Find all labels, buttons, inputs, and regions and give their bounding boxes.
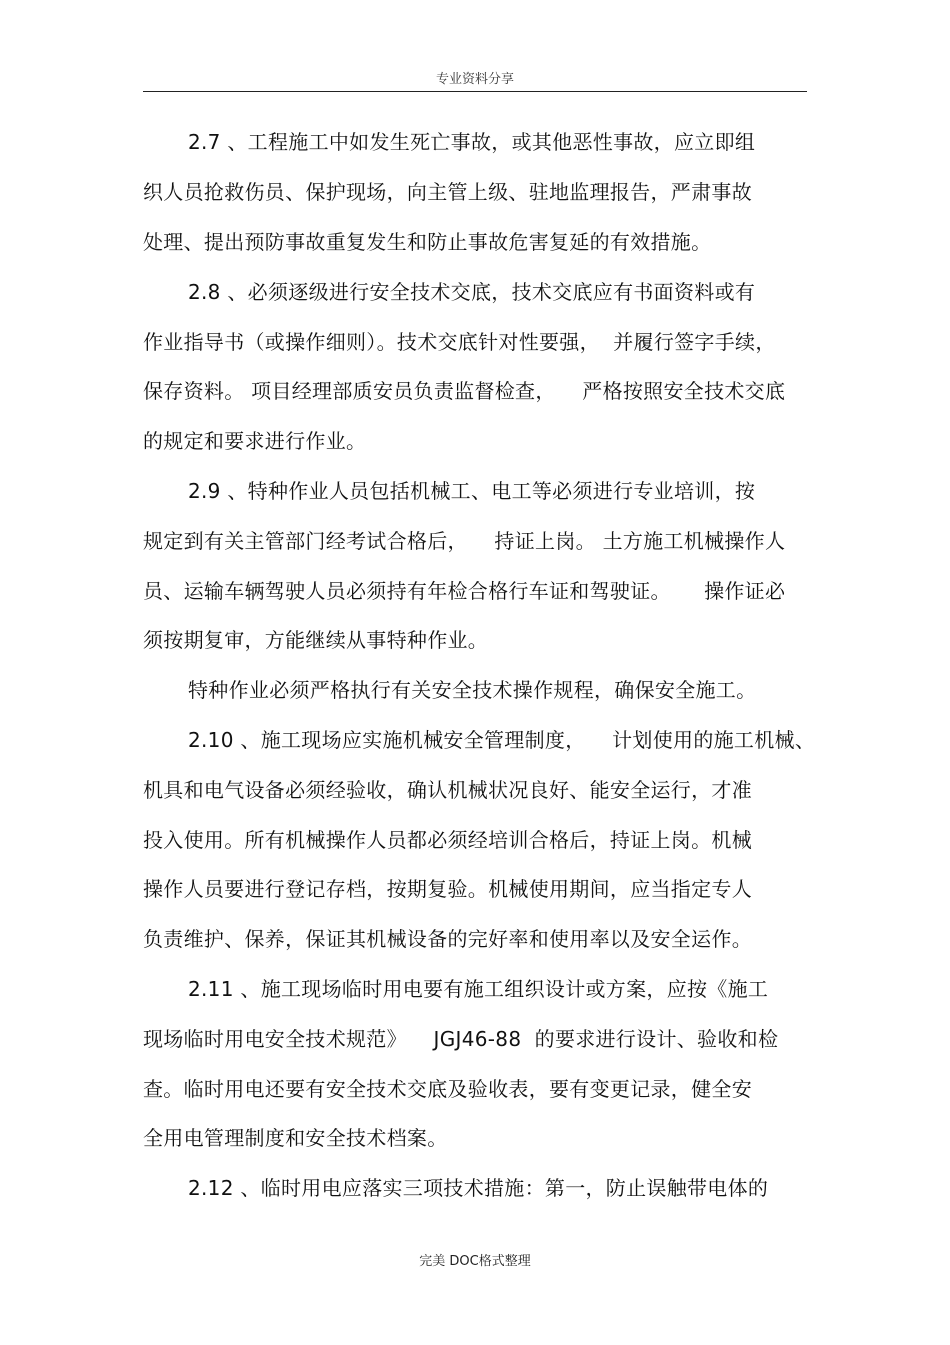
text-line: 操作人员要进行登记存档，按期复验。机械使用期间，应当指定专人 xyxy=(143,877,752,901)
header-rule xyxy=(143,91,807,92)
text-line: 保存资料。 项目经理部质安员负责监督检查， 严格按照安全技术交底 xyxy=(143,379,786,403)
text-line: 投入使用。所有机械操作人员都必须经培训合格后，持证上岗。机械 xyxy=(143,828,752,852)
text-line: 现场临时用电安全技术规范》 JGJ46-88 的要求进行设计、验收和检 xyxy=(143,1027,779,1051)
text-line: 负责维护、保养，保证其机械设备的完好率和使用率以及安全运作。 xyxy=(143,927,752,951)
page-header: 专业资料分享 xyxy=(435,72,514,87)
text-line: 2.10 、施工现场应实施机械安全管理制度， 计划使用的施工机械、 xyxy=(188,728,816,752)
text-line: 2.12 、临时用电应落实三项技术措施：第一，防止误触带电体的 xyxy=(188,1176,769,1200)
text-line: 全用电管理制度和安全技术档案。 xyxy=(143,1126,448,1150)
text-line: 员、运输车辆驾驶人员必须持有年检合格行车证和驾驶证。 操作证必 xyxy=(143,579,786,603)
text-line: 织人员抢救伤员、保护现场，向主管上级、驻地监理报告，严肃事故 xyxy=(143,180,752,204)
text-line: 特种作业必须严格执行有关安全技术操作规程，确保安全施工。 xyxy=(188,678,757,702)
text-line: 查。临时用电还要有安全技术交底及验收表，要有变更记录，健全安 xyxy=(143,1077,752,1101)
text-line: 规定到有关主管部门经考试合格后， 持证上岗。 土方施工机械操作人 xyxy=(143,529,786,553)
page-footer: 完美 DOC格式整理 xyxy=(419,1254,531,1269)
text-line: 2.7 、工程施工中如发生死亡事故，或其他恶性事故，应立即组 xyxy=(188,130,756,154)
text-line: 2.11 、施工现场临时用电要有施工组织设计或方案，应按《施工 xyxy=(188,977,769,1001)
text-line: 处理、提出预防事故重复发生和防止事故危害复延的有效措施。 xyxy=(143,230,712,254)
text-line: 须按期复审，方能继续从事特种作业。 xyxy=(143,628,489,652)
text-line: 作业指导书（或操作细则）。技术交底针对性要强， 并履行签字手续， xyxy=(143,330,776,354)
text-line: 机具和电气设备必须经验收，确认机械状况良好、能安全运行，才准 xyxy=(143,778,752,802)
text-line: 的规定和要求进行作业。 xyxy=(143,429,367,453)
text-line: 2.9 、特种作业人员包括机械工、电工等必须进行专业培训，按 xyxy=(188,479,756,503)
text-line: 2.8 、必须逐级进行安全技术交底，技术交底应有书面资料或有 xyxy=(188,280,756,304)
